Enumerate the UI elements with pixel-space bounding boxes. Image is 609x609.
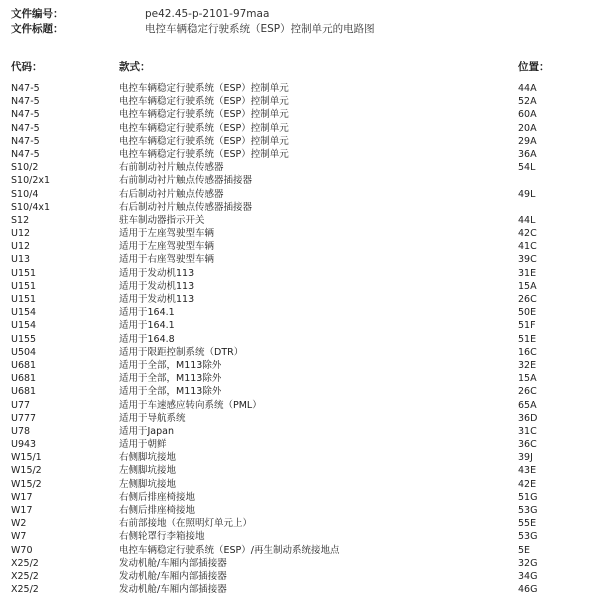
table-row — [0, 570, 609, 583]
table-row — [0, 122, 609, 135]
row-model: 适用于全部，M113除外 — [119, 359, 222, 371]
row-model: 电控车辆稳定行驶系统（ESP）控制单元 — [119, 148, 289, 160]
document-title-value: 电控车辆稳定行驶系统（ESP）控制单元的电路图 — [145, 23, 375, 35]
component-table — [0, 82, 609, 596]
row-model: 适用于左座驾驶型车辆 — [119, 228, 215, 240]
table-row — [0, 346, 609, 359]
row-code: W2 — [11, 518, 27, 530]
row-model: 适用于发动机113 — [119, 294, 195, 305]
table-row — [0, 557, 609, 570]
row-position: 29A — [518, 135, 537, 147]
row-code: X25/2 — [11, 557, 39, 569]
row-model: 右前部接地（在照明灯单元上） — [119, 518, 253, 530]
row-position: 36C — [518, 439, 537, 451]
row-model: 发动机舱/车厢内部插接器 — [119, 570, 227, 582]
table-row — [0, 214, 609, 227]
row-position: 42C — [518, 228, 537, 240]
row-model: 适用于164.8 — [119, 333, 175, 345]
table-row — [0, 451, 609, 464]
row-model: 电控车辆稳定行驶系统（ESP）控制单元 — [119, 109, 289, 121]
row-position: 51F — [518, 320, 536, 332]
row-position: 36D — [518, 412, 538, 424]
row-code: U154 — [11, 307, 37, 319]
row-model: 适用于164.1 — [119, 320, 175, 332]
row-model: 电控车辆稳定行驶系统（ESP）控制单元 — [119, 122, 289, 134]
row-position: 60A — [518, 109, 537, 121]
row-model: 适用于发动机113 — [119, 267, 195, 279]
row-model: 适用于发动机113 — [119, 280, 195, 292]
row-code: S12 — [11, 214, 30, 226]
row-model: 右侧脚坑接地 — [119, 452, 177, 464]
table-row — [0, 306, 609, 319]
row-model: 适用于限距控制系统（DTR） — [119, 346, 244, 358]
table-row — [0, 491, 609, 504]
table-row — [0, 438, 609, 451]
row-model: 右后制动衬片触点传感器插接器 — [119, 201, 253, 213]
row-model: 右侧轮罩行李箱接地 — [119, 531, 205, 543]
table-row — [0, 504, 609, 517]
row-position: 51G — [518, 491, 538, 503]
document-number-value: pe42.45-p-2101-97maa — [145, 8, 270, 20]
table-row — [0, 372, 609, 385]
row-code: N47-5 — [11, 148, 40, 160]
table-row — [0, 280, 609, 293]
row-position: 51E — [518, 333, 537, 345]
table-row — [0, 544, 609, 557]
row-model: 右侧后排座椅接地 — [119, 505, 196, 516]
row-position: 65A — [518, 399, 537, 411]
row-model: 电控车辆稳定行驶系统（ESP）控制单元 — [119, 83, 289, 94]
table-row — [0, 108, 609, 121]
row-position: 44L — [518, 214, 536, 226]
table-row — [0, 227, 609, 240]
row-code: U154 — [11, 320, 37, 332]
row-model: 适用于左座驾驶型车辆 — [119, 241, 215, 253]
row-code: W7 — [11, 531, 27, 543]
table-row — [0, 517, 609, 530]
row-position: 32E — [518, 359, 537, 371]
row-position: 50E — [518, 307, 537, 319]
table-row — [0, 464, 609, 477]
row-code: U151 — [11, 280, 37, 292]
row-model: 右侧后排座椅接地 — [119, 491, 196, 503]
row-code: X25/2 — [11, 584, 39, 596]
table-row — [0, 253, 609, 266]
row-position: 20A — [518, 122, 537, 134]
row-position: 41C — [518, 241, 537, 253]
row-model: 适用于全部，M113除外 — [119, 373, 222, 385]
row-code: X25/2 — [11, 570, 39, 582]
table-row — [0, 267, 609, 280]
row-code: U12 — [11, 241, 31, 253]
row-model: 适用于全部，M113除外 — [119, 386, 222, 398]
row-code: U777 — [11, 412, 37, 424]
row-position: 55E — [518, 518, 537, 530]
row-position: 34G — [518, 570, 538, 582]
row-code: N47-5 — [11, 122, 40, 134]
row-code: U504 — [11, 346, 37, 358]
row-code: N47-5 — [11, 96, 40, 108]
table-row — [0, 319, 609, 332]
row-model: 右后制动衬片触点传感器 — [119, 188, 224, 200]
table-row — [0, 188, 609, 201]
row-model: 适用于导航系统 — [119, 412, 186, 424]
row-model: 右前制动衬片触点传感器 — [119, 162, 224, 174]
table-row — [0, 240, 609, 253]
row-code: U151 — [11, 267, 37, 279]
row-position: 43E — [518, 465, 537, 477]
table-row — [0, 583, 609, 596]
table-row — [0, 148, 609, 161]
row-code: S10/4 — [11, 188, 39, 200]
table-row — [0, 399, 609, 412]
row-model: 电控车辆稳定行驶系统（ESP）控制单元 — [119, 96, 289, 108]
row-code: U78 — [11, 425, 31, 437]
row-code: W15/2 — [11, 478, 42, 490]
row-position: 26C — [518, 386, 537, 398]
row-code: U155 — [11, 333, 37, 345]
table-row — [0, 530, 609, 543]
row-code: U681 — [11, 359, 37, 371]
row-code: U681 — [11, 373, 37, 385]
row-position: 15A — [518, 280, 537, 292]
row-position: 46G — [518, 584, 538, 596]
column-header-code: 代码： — [11, 61, 43, 73]
row-position: 49L — [518, 188, 536, 200]
table-row — [0, 135, 609, 148]
row-model: 驻车制动器指示开关 — [119, 214, 205, 226]
row-position: 16C — [518, 346, 537, 358]
table-row — [0, 82, 609, 95]
row-code: U12 — [11, 228, 31, 240]
row-position: 53G — [518, 531, 538, 543]
row-model: 适用于右座驾驶型车辆 — [119, 254, 215, 266]
row-model: 适用于车速感应转向系统（PML） — [119, 399, 262, 411]
row-code: N47-5 — [11, 109, 40, 121]
row-code: W15/2 — [11, 465, 42, 477]
table-row — [0, 95, 609, 108]
row-position: 32G — [518, 557, 538, 569]
table-row — [0, 478, 609, 491]
row-position: 36A — [518, 148, 537, 160]
row-position: 53G — [518, 505, 538, 516]
document-number-label: 文件编号： — [11, 8, 64, 20]
row-model: 适用于Japan — [119, 425, 174, 437]
row-model: 适用于164.1 — [119, 307, 175, 319]
row-position: 39J — [518, 452, 533, 464]
row-model: 左侧脚坑接地 — [119, 478, 177, 490]
row-code: N47-5 — [11, 83, 40, 94]
table-row — [0, 359, 609, 372]
row-code: U681 — [11, 386, 37, 398]
row-model: 电控车辆稳定行驶系统（ESP）/再生制动系统接地点 — [119, 544, 340, 556]
column-header-model: 款式： — [119, 61, 151, 73]
row-model: 左侧脚坑接地 — [119, 465, 177, 477]
row-code: W17 — [11, 491, 33, 503]
table-row — [0, 293, 609, 306]
row-position: 26C — [518, 294, 537, 305]
row-code: U13 — [11, 254, 31, 266]
row-code: N47-5 — [11, 135, 40, 147]
row-code: W17 — [11, 505, 33, 516]
row-position: 31E — [518, 267, 537, 279]
table-row — [0, 161, 609, 174]
row-code: U943 — [11, 439, 37, 451]
row-position: 31C — [518, 425, 537, 437]
table-row — [0, 201, 609, 214]
row-position: 39C — [518, 254, 537, 266]
row-position: 42E — [518, 478, 537, 490]
row-model: 发动机舱/车厢内部插接器 — [119, 557, 227, 569]
row-position: 54L — [518, 162, 536, 174]
row-position: 52A — [518, 96, 537, 108]
row-model: 适用于朝鲜 — [119, 439, 167, 451]
table-row — [0, 412, 609, 425]
document-title-label: 文件标题： — [11, 23, 64, 35]
row-code: S10/4x1 — [11, 201, 51, 213]
table-row — [0, 174, 609, 187]
row-code: S10/2x1 — [11, 175, 51, 187]
row-code: U151 — [11, 294, 37, 305]
row-model: 右前制动衬片触点传感器插接器 — [119, 175, 253, 187]
row-position: 44A — [518, 83, 537, 94]
row-code: U77 — [11, 399, 31, 411]
column-header-position: 位置： — [518, 61, 550, 73]
row-position: 5E — [518, 544, 531, 556]
table-row — [0, 385, 609, 398]
row-model: 发动机舱/车厢内部插接器 — [119, 584, 227, 596]
table-row — [0, 333, 609, 346]
row-model: 电控车辆稳定行驶系统（ESP）控制单元 — [119, 135, 289, 147]
table-row — [0, 425, 609, 438]
row-code: W70 — [11, 544, 33, 556]
row-code: S10/2 — [11, 162, 39, 174]
row-position: 15A — [518, 373, 537, 385]
row-code: W15/1 — [11, 452, 42, 464]
